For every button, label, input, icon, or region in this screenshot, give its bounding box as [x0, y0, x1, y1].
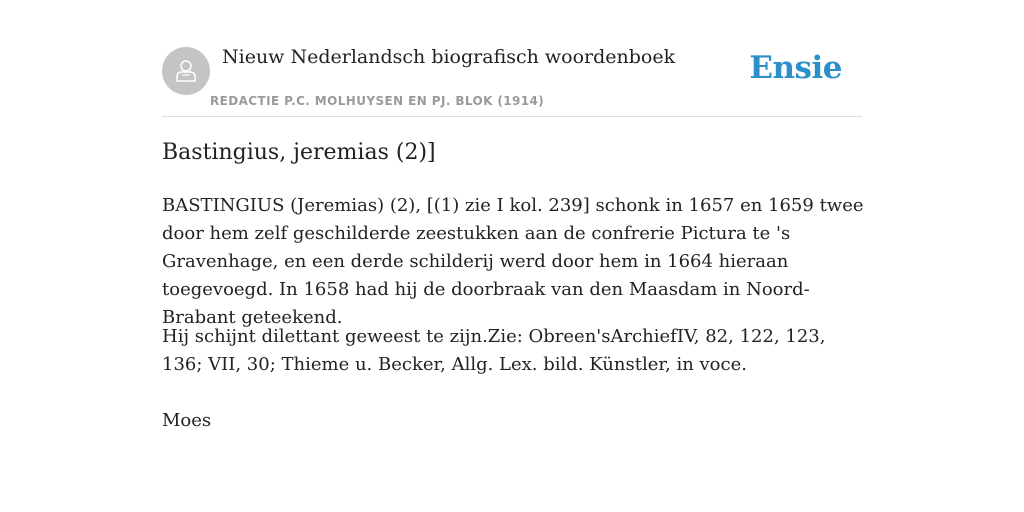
- source-header: [162, 46, 862, 117]
- user-icon: [171, 56, 201, 86]
- article-paragraph-1: BASTINGIUS (Jeremias) (2), [(1) zie I kol. 239] schonk in 1657 en 1659 twee door hem zelf geschilderde zeestukken aan de confrerie Pictura te 's Gravenhage, en een derde schilderij werd door hem in 1664 hieraan toegevoegd. In 1658 had hij de doorbraak van den Maasdam in Noord-Brabant geteekend.: [162, 195, 864, 328]
- article-author: Moes: [162, 410, 212, 431]
- ensie-logo[interactable]: Ensie: [749, 50, 842, 86]
- source-avatar[interactable]: [162, 47, 210, 95]
- source-subtitle: REDACTIE P.C. MOLHUYSEN EN PJ. BLOK (1914): [210, 94, 545, 108]
- source-title[interactable]: Nieuw Nederlandsch biografisch woordenboek: [222, 46, 676, 68]
- article-paragraph-2: Hij schijnt dilettant geweest te zijn.Zie: Obreen'sArchiefIV, 82, 122, 123, 136; VII, 30; Thieme u. Becker, Allg. Lex. bild. Künstler, in voce.: [162, 326, 826, 375]
- article-title: Bastingius, jeremias (2)]: [162, 140, 436, 165]
